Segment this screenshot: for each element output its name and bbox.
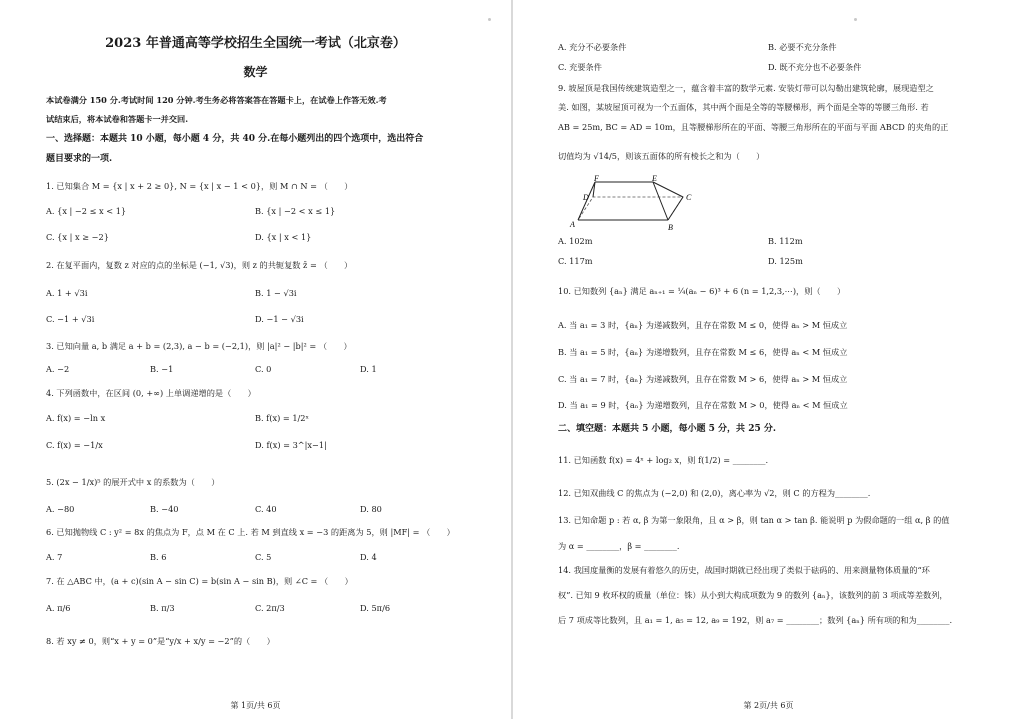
q1-option-c: C. {x | x ≥ −2} bbox=[46, 232, 109, 242]
page-footer-2: 第 2页/共 6页 bbox=[743, 701, 794, 710]
q6-stem: 6. 已知抛物线 C : y² = 8x 的焦点为 F，点 M 在 C 上. 若 M 到直线 x = −3 的距离为 5，则 |MF| = （ ） bbox=[46, 527, 455, 537]
q4-option-c: C. f(x) = −1/x bbox=[46, 440, 103, 450]
q3-stem: 3. 已知向量 a, b 满足 a + b = (2,3), a − b = (−2,1)，则 |a|² − |b|² = （ ） bbox=[46, 341, 352, 351]
q5-option-d: D. 80 bbox=[360, 504, 382, 514]
q4-option-a: A. f(x) = −ln x bbox=[46, 413, 106, 423]
q5-option-a: A. −80 bbox=[46, 504, 75, 514]
q9-option-c: C. 117m bbox=[558, 256, 593, 266]
q2-stem: 2. 在复平面内，复数 z 对应的点的坐标是 (−1, √3)，则 z 的共轭复数 z̄ = （ ） bbox=[46, 260, 353, 270]
q3-option-b: B. −1 bbox=[150, 364, 174, 374]
q4-option-d: D. f(x) = 3^|x−1| bbox=[255, 440, 327, 450]
q8-option-b: B. 必要不充分条件 bbox=[768, 42, 837, 52]
q9-line-2: 美. 如图，某坡屋顶可视为一个五面体，其中两个面是全等的等腰梯形，两个面是全等的等腰三角形. 若 bbox=[558, 102, 929, 112]
q8-option-d: D. 既不充分也不必要条件 bbox=[768, 62, 862, 72]
q3-option-d: D. 1 bbox=[360, 364, 377, 374]
page-footer-1: 第 1页/共 6页 bbox=[230, 701, 281, 710]
q8-stem: 8. 若 xy ≠ 0，则“x + y = 0”是“y/x + x/y = −2”的（ ） bbox=[46, 636, 275, 646]
q10-stem: 10. 已知数列 {aₙ} 满足 aₙ₊₁ = ¼(aₙ − 6)³ + 6 (n = 1,2,3,⋯)，则（ ） bbox=[558, 286, 846, 296]
q10-option-c: C. 当 a₁ = 7 时，{aₙ} 为递减数列，且存在常数 M > 6，使得 aₙ > M 恒成立 bbox=[558, 374, 848, 384]
instructions-line-2: 试结束后，将本试卷和答题卡一并交回. bbox=[46, 114, 189, 124]
q2-option-d: D. −1 − √3i bbox=[255, 314, 304, 324]
q2-option-b: B. 1 − √3i bbox=[255, 288, 297, 298]
q1-option-b: B. {x | −2 < x ≤ 1} bbox=[255, 206, 336, 216]
vertex-label-a: A bbox=[570, 220, 575, 229]
q6-option-d: D. 4 bbox=[360, 552, 377, 562]
section-2-heading: 二、填空题：本题共 5 小题，每小题 5 分，共 25 分. bbox=[558, 424, 776, 434]
exam-page-2 bbox=[513, 0, 1024, 719]
vertex-label-c: C bbox=[686, 193, 692, 202]
q9-line-3: AB = 25m, BC = AD = 10m，且等腰梯形所在的平面、等腰三角形所在的平面与平面 ABCD 的夹角的正 bbox=[558, 122, 949, 132]
q14-line-1: 14. 我国度量衡的发展有着悠久的历史，战国时期就已经出现了类似于砝码的、用来测量物体质量的“环 bbox=[558, 565, 930, 575]
exam-page-1 bbox=[0, 0, 511, 719]
q5-option-b: B. −40 bbox=[150, 504, 179, 514]
q1-option-d: D. {x | x < 1} bbox=[255, 232, 312, 242]
q4-option-b: B. f(x) = 1/2ˣ bbox=[255, 413, 309, 423]
exam-title: 2023 年普通高等学校招生全国统一考试（北京卷） bbox=[105, 36, 406, 51]
q13-line-2: 为 α = ________，β = ________. bbox=[558, 541, 680, 551]
q1-stem: 1. 已知集合 M = {x | x + 2 ≥ 0}, N = {x | x − 1 < 0}，则 M ∩ N = （ ） bbox=[46, 181, 353, 191]
q12: 12. 已知双曲线 C 的焦点为 (−2,0) 和 (2,0)，离心率为 √2，则 C 的方程为________. bbox=[558, 488, 871, 498]
vertex-label-e: E bbox=[652, 175, 657, 183]
q14-line-2: 权”. 已知 9 枚环权的质量（单位：铢）从小到大构成项数为 9 的数列 {aₙ}，该数列的前 3 项成等差数列， bbox=[558, 590, 948, 600]
q5-option-c: C. 40 bbox=[255, 504, 277, 514]
q9-option-b: B. 112m bbox=[768, 236, 803, 246]
q3-option-a: A. −2 bbox=[46, 364, 70, 374]
q6-option-b: B. 6 bbox=[150, 552, 167, 562]
q14-line-3: 后 7 项成等比数列，且 a₁ = 1, a₅ = 12, a₉ = 192，则 a₇ = ________；数列 {aₙ} 所有项的和为________. bbox=[558, 615, 953, 625]
q9-line-4: 切值均为 √14/5，则该五面体的所有棱长之和为（ ） bbox=[558, 151, 765, 161]
q9-line-1: 9. 坡屋顶是我国传统建筑造型之一，蕴含着丰富的数学元素. 安装灯带可以勾勒出建筑轮廓，展现造型之 bbox=[558, 83, 934, 93]
pentahedron-figure bbox=[558, 175, 708, 233]
q3-option-c: C. 0 bbox=[255, 364, 272, 374]
q7-stem: 7. 在 △ABC 中，(a + c)(sin A − sin C) = b(sin A − sin B)，则 ∠C = （ ） bbox=[46, 576, 353, 586]
section-1-heading: 一、选择题：本题共 10 小题，每小题 4 分，共 40 分.在每小题列出的四个选项中，选出符合 bbox=[46, 134, 424, 144]
q6-option-a: A. 7 bbox=[46, 552, 63, 562]
q4-stem: 4. 下列函数中，在区间 (0, +∞) 上单调递增的是（ ） bbox=[46, 388, 256, 398]
q8-option-c: C. 充要条件 bbox=[558, 62, 602, 72]
q8-option-a: A. 充分不必要条件 bbox=[558, 42, 627, 52]
q11: 11. 已知函数 f(x) = 4ˣ + log₂ x，则 f(1/2) = ________. bbox=[558, 455, 769, 465]
q9-option-a: A. 102m bbox=[558, 236, 593, 246]
q1-option-a: A. {x | −2 ≤ x < 1} bbox=[46, 206, 127, 216]
q10-option-a: A. 当 a₁ = 3 时，{aₙ} 为递减数列，且存在常数 M ≤ 0，使得 aₙ > M 恒成立 bbox=[558, 320, 848, 330]
q5-stem: 5. (2x − 1/x)⁵ 的展开式中 x 的系数为（ ） bbox=[46, 477, 220, 487]
vertex-label-b: B bbox=[668, 223, 673, 232]
q9-option-d: D. 125m bbox=[768, 256, 803, 266]
q2-option-a: A. 1 + √3i bbox=[46, 288, 88, 298]
q7-option-a: A. π/6 bbox=[46, 603, 71, 613]
q10-option-b: B. 当 a₁ = 5 时，{aₙ} 为递增数列，且存在常数 M ≤ 6，使得 aₙ < M 恒成立 bbox=[558, 347, 848, 357]
instructions-line-1: 本试卷满分 150 分.考试时间 120 分钟.考生务必将答案答在答题卡上，在试卷上作答无效.考 bbox=[46, 95, 387, 105]
vertex-label-f: F bbox=[594, 175, 599, 183]
vertex-label-d: D bbox=[583, 193, 589, 202]
q13-line-1: 13. 已知命题 p : 若 α, β 为第一象限角，且 α > β，则 tan α > tan β. 能说明 p 为假命题的一组 α, β 的值 bbox=[558, 515, 950, 525]
section-1-heading-cont: 题目要求的一项. bbox=[46, 154, 113, 164]
page-corner-mark bbox=[854, 18, 857, 21]
q7-option-d: D. 5π/6 bbox=[360, 603, 391, 613]
q2-option-c: C. −1 + √3i bbox=[46, 314, 95, 324]
q6-option-c: C. 5 bbox=[255, 552, 272, 562]
page-corner-mark bbox=[488, 18, 491, 21]
subject-title: 数学 bbox=[243, 65, 268, 79]
q7-option-c: C. 2π/3 bbox=[255, 603, 285, 613]
q10-option-d: D. 当 a₁ = 9 时，{aₙ} 为递增数列，且存在常数 M > 0，使得 aₙ < M 恒成立 bbox=[558, 400, 848, 410]
q7-option-b: B. π/3 bbox=[150, 603, 175, 613]
